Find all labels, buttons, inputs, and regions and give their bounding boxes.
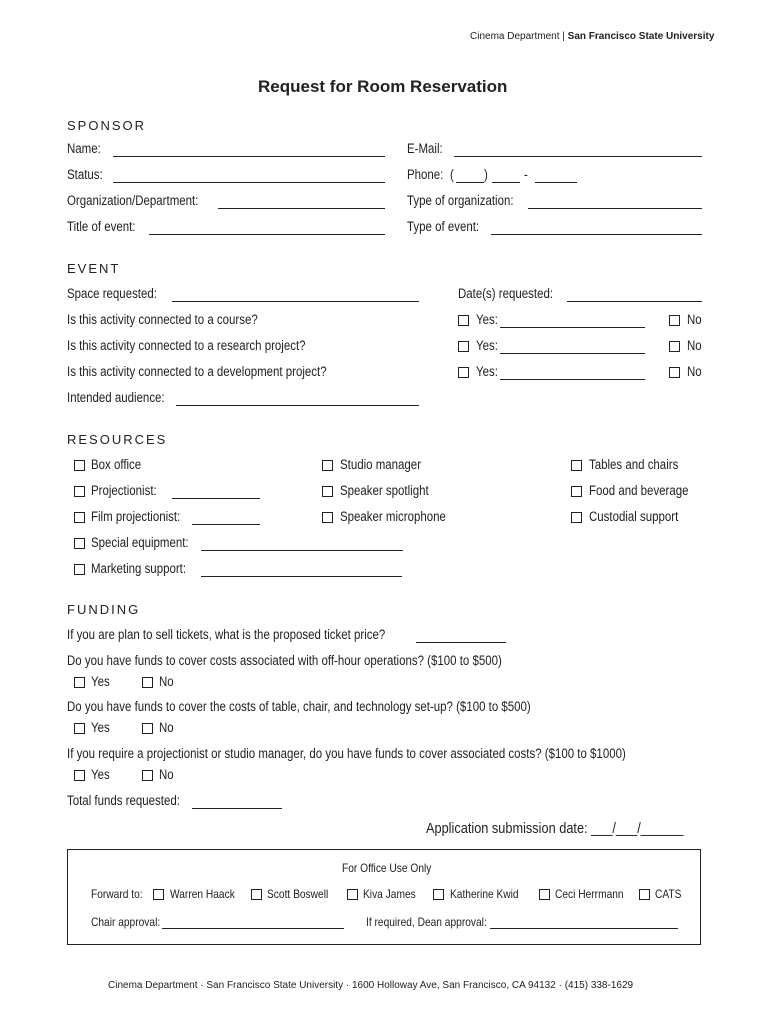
warren-haack-label: Warren Haack xyxy=(170,887,235,901)
offhour-no-checkbox[interactable] xyxy=(142,677,153,688)
speaker-microphone-checkbox[interactable] xyxy=(322,512,333,523)
title-event-label: Title of event: xyxy=(67,219,136,234)
film-projectionist-label: Film projectionist: xyxy=(91,509,181,524)
status-field[interactable] xyxy=(113,182,385,183)
submission-date-row xyxy=(426,820,683,837)
email-label: E-Mail: xyxy=(407,141,443,156)
phone-number-field[interactable] xyxy=(535,182,577,183)
special-equipment-label: Special equipment: xyxy=(91,535,189,550)
research-yes-field[interactable] xyxy=(500,353,645,354)
setup-no-label: No xyxy=(159,720,174,735)
research-no-checkbox[interactable] xyxy=(669,341,680,352)
development-no-label: No xyxy=(687,364,702,379)
course-no-checkbox[interactable] xyxy=(669,315,680,326)
header-line xyxy=(470,31,714,42)
course-yes-field[interactable] xyxy=(500,327,645,328)
phone-prefix-field[interactable] xyxy=(492,182,520,183)
development-yes-label: Yes: xyxy=(476,364,498,379)
marketing-support-checkbox[interactable] xyxy=(74,564,85,575)
setup-yes-label: Yes xyxy=(91,720,110,735)
forward-to-label: Forward to: xyxy=(91,887,143,901)
projectionist-funds-yes-label: Yes xyxy=(91,767,110,782)
speaker-spotlight-label: Speaker spotlight xyxy=(340,483,429,498)
section-event-heading: EVENT xyxy=(67,261,121,276)
kiva-james-checkbox[interactable] xyxy=(347,889,358,900)
space-field[interactable] xyxy=(172,301,419,302)
projectionist-funds-no-checkbox[interactable] xyxy=(142,770,153,781)
special-equipment-field[interactable] xyxy=(201,550,403,551)
research-no-label: No xyxy=(687,338,702,353)
audience-label: Intended audience: xyxy=(67,390,165,405)
type-org-label: Type of organization: xyxy=(407,193,514,208)
dean-approval-field[interactable] xyxy=(490,928,678,929)
speaker-spotlight-checkbox[interactable] xyxy=(322,486,333,497)
phone-dash: - xyxy=(524,167,528,182)
total-funds-label: Total funds requested: xyxy=(67,793,180,808)
course-yes-checkbox[interactable] xyxy=(458,315,469,326)
course-question: Is this activity connected to a course? xyxy=(67,312,258,327)
marketing-support-field[interactable] xyxy=(201,576,402,577)
title-event-field[interactable] xyxy=(149,234,385,235)
katherine-kwid-checkbox[interactable] xyxy=(433,889,444,900)
studio-manager-label: Studio manager xyxy=(340,457,422,472)
header-dept: Cinema Department xyxy=(470,31,560,42)
cats-checkbox[interactable] xyxy=(639,889,650,900)
audience-field[interactable] xyxy=(176,405,419,406)
type-event-field[interactable] xyxy=(491,234,702,235)
food-beverage-checkbox[interactable] xyxy=(571,486,582,497)
development-yes-field[interactable] xyxy=(500,379,645,380)
box-office-label: Box office xyxy=(91,457,142,472)
header-university: San Francisco State University xyxy=(567,31,715,42)
projectionist-checkbox[interactable] xyxy=(74,486,85,497)
page-footer: Cinema Department · San Francisco State University · 1600 Holloway Ave, San Francisco, CA 94132 · (415) 338-1629 xyxy=(108,980,634,991)
email-field[interactable] xyxy=(454,156,702,157)
warren-haack-checkbox[interactable] xyxy=(153,889,164,900)
chair-approval-field[interactable] xyxy=(162,928,344,929)
projectionist-label: Projectionist: xyxy=(91,483,157,498)
offhour-question: Do you have funds to cover costs associated with off-hour operations? ($100 to $500) xyxy=(67,653,502,668)
tables-chairs-checkbox[interactable] xyxy=(571,460,582,471)
page-title: Request for Room Reservation xyxy=(258,77,508,96)
scott-boswell-label: Scott Boswell xyxy=(267,887,329,901)
food-beverage-label: Food and beverage xyxy=(589,483,689,498)
section-funding-heading: FUNDING xyxy=(67,602,141,617)
course-yes-label: Yes: xyxy=(476,312,498,327)
office-use-heading: For Office Use Only xyxy=(342,861,432,875)
projectionist-field[interactable] xyxy=(172,498,260,499)
name-field[interactable] xyxy=(113,156,385,157)
scott-boswell-checkbox[interactable] xyxy=(251,889,262,900)
research-yes-label: Yes: xyxy=(476,338,498,353)
speaker-microphone-label: Speaker microphone xyxy=(340,509,446,524)
custodial-support-checkbox[interactable] xyxy=(571,512,582,523)
development-no-checkbox[interactable] xyxy=(669,367,680,378)
ceci-herrmann-checkbox[interactable] xyxy=(539,889,550,900)
box-office-checkbox[interactable] xyxy=(74,460,85,471)
dean-approval-label: If required, Dean approval: xyxy=(366,915,487,929)
projectionist-funds-no-label: No xyxy=(159,767,174,782)
custodial-support-label: Custodial support xyxy=(589,509,679,524)
development-yes-checkbox[interactable] xyxy=(458,367,469,378)
org-dept-field[interactable] xyxy=(218,208,385,209)
space-label: Space requested: xyxy=(67,286,157,301)
ceci-herrmann-label: Ceci Herrmann xyxy=(555,887,624,901)
development-question: Is this activity connected to a development project? xyxy=(67,364,327,379)
submission-date-label: Application submission date: xyxy=(426,820,588,837)
chair-approval-label: Chair approval: xyxy=(91,915,161,929)
research-yes-checkbox[interactable] xyxy=(458,341,469,352)
film-projectionist-field[interactable] xyxy=(192,524,260,525)
phone-paren-close: ) xyxy=(484,167,488,182)
cats-label: CATS xyxy=(655,887,682,901)
offhour-no-label: No xyxy=(159,674,174,689)
submission-date-field[interactable]: ___/___/______ xyxy=(591,820,684,837)
dates-label: Date(s) requested: xyxy=(458,286,554,301)
header-separator: | xyxy=(562,31,565,42)
setup-no-checkbox[interactable] xyxy=(142,723,153,734)
setup-yes-checkbox[interactable] xyxy=(74,723,85,734)
kiva-james-label: Kiva James xyxy=(363,887,416,901)
tickets-question: If you are plan to sell tickets, what is the proposed ticket price? xyxy=(67,627,386,642)
course-no-label: No xyxy=(687,312,702,327)
projectionist-funds-yes-checkbox[interactable] xyxy=(74,770,85,781)
tables-chairs-label: Tables and chairs xyxy=(589,457,679,472)
section-sponsor-heading: SPONSOR xyxy=(67,118,147,133)
section-resources-heading: RESOURCES xyxy=(67,432,168,447)
setup-question: Do you have funds to cover the costs of table, chair, and technology set-up? ($100 to $500) xyxy=(67,699,531,714)
name-label: Name: xyxy=(67,141,101,156)
phone-paren-open: ( xyxy=(450,167,454,182)
marketing-support-label: Marketing support: xyxy=(91,561,187,576)
phone-label: Phone: xyxy=(407,167,444,182)
dates-field[interactable] xyxy=(567,301,702,302)
phone-area-code-field[interactable] xyxy=(456,182,484,183)
org-dept-label: Organization/Department: xyxy=(67,193,199,208)
special-equipment-checkbox[interactable] xyxy=(74,538,85,549)
ticket-price-field[interactable] xyxy=(416,642,506,643)
projectionist-funds-question: If you require a projectionist or studio manager, do you have funds to cover associated costs? ($100 to $1000) xyxy=(67,746,626,761)
studio-manager-checkbox[interactable] xyxy=(322,460,333,471)
film-projectionist-checkbox[interactable] xyxy=(74,512,85,523)
offhour-yes-label: Yes xyxy=(91,674,110,689)
total-funds-field[interactable] xyxy=(192,808,282,809)
research-question: Is this activity connected to a research project? xyxy=(67,338,306,353)
status-label: Status: xyxy=(67,167,103,182)
type-org-field[interactable] xyxy=(528,208,702,209)
katherine-kwid-label: Katherine Kwid xyxy=(450,887,519,901)
offhour-yes-checkbox[interactable] xyxy=(74,677,85,688)
type-event-label: Type of event: xyxy=(407,219,480,234)
